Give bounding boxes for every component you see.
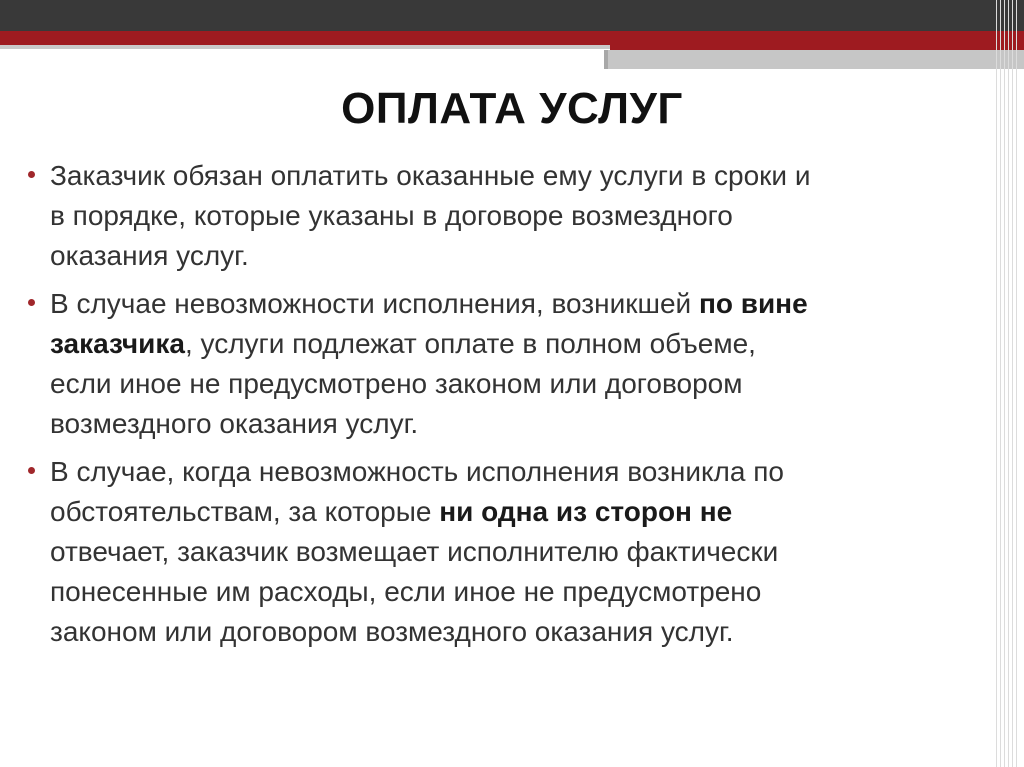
bullet-line: Заказчик обязан оплатить оказанные ему услуги в сроки и — [50, 160, 811, 191]
bullet-list — [22, 156, 982, 660]
header-gray-bar-edge — [604, 50, 608, 69]
bullet-item — [22, 156, 982, 276]
bullet-line: возмездного оказания услуг. — [50, 408, 419, 439]
header-red-bar-right — [610, 31, 1024, 50]
bullet-line: если иное не предусмотрено законом или договором — [50, 368, 743, 399]
bullet-line: понесенные им расходы, если иное не предусмотрено — [50, 576, 762, 607]
bold-emphasis: заказчика — [50, 328, 185, 359]
bullet-line: законом или договором возмездного оказания услуг. — [50, 616, 734, 647]
bullet-dot-icon — [28, 299, 35, 306]
bullet-line: В случае невозможности исполнения, возникшей по вине — [50, 288, 808, 319]
bullet-line: обстоятельствам, за которые ни одна из сторон не — [50, 496, 733, 527]
bold-emphasis: ни одна из сторон не — [439, 496, 733, 527]
bullet-line: В случае, когда невозможность исполнения возникла по — [50, 456, 784, 487]
bullet-dot-icon — [28, 171, 35, 178]
bullet-line: заказчика, услуги подлежат оплате в полном объеме, — [50, 328, 756, 359]
bullet-item — [22, 452, 982, 652]
header-gray-bar-left — [0, 45, 610, 49]
bullet-line: оказания услуг. — [50, 240, 249, 271]
bullet-line: отвечает, заказчик возмещает исполнителю фактически — [50, 536, 779, 567]
bold-emphasis: по вине — [698, 288, 808, 319]
bullet-item — [22, 284, 982, 444]
header-gray-bar-right — [604, 50, 1024, 69]
header-red-bar-left — [0, 31, 610, 45]
header-dark-bar — [0, 0, 1024, 31]
bullet-dot-icon — [28, 467, 35, 474]
bullet-line: в порядке, которые указаны в договоре возмездного — [50, 200, 733, 231]
slide-title: ОПЛАТА УСЛУГ — [341, 84, 683, 133]
